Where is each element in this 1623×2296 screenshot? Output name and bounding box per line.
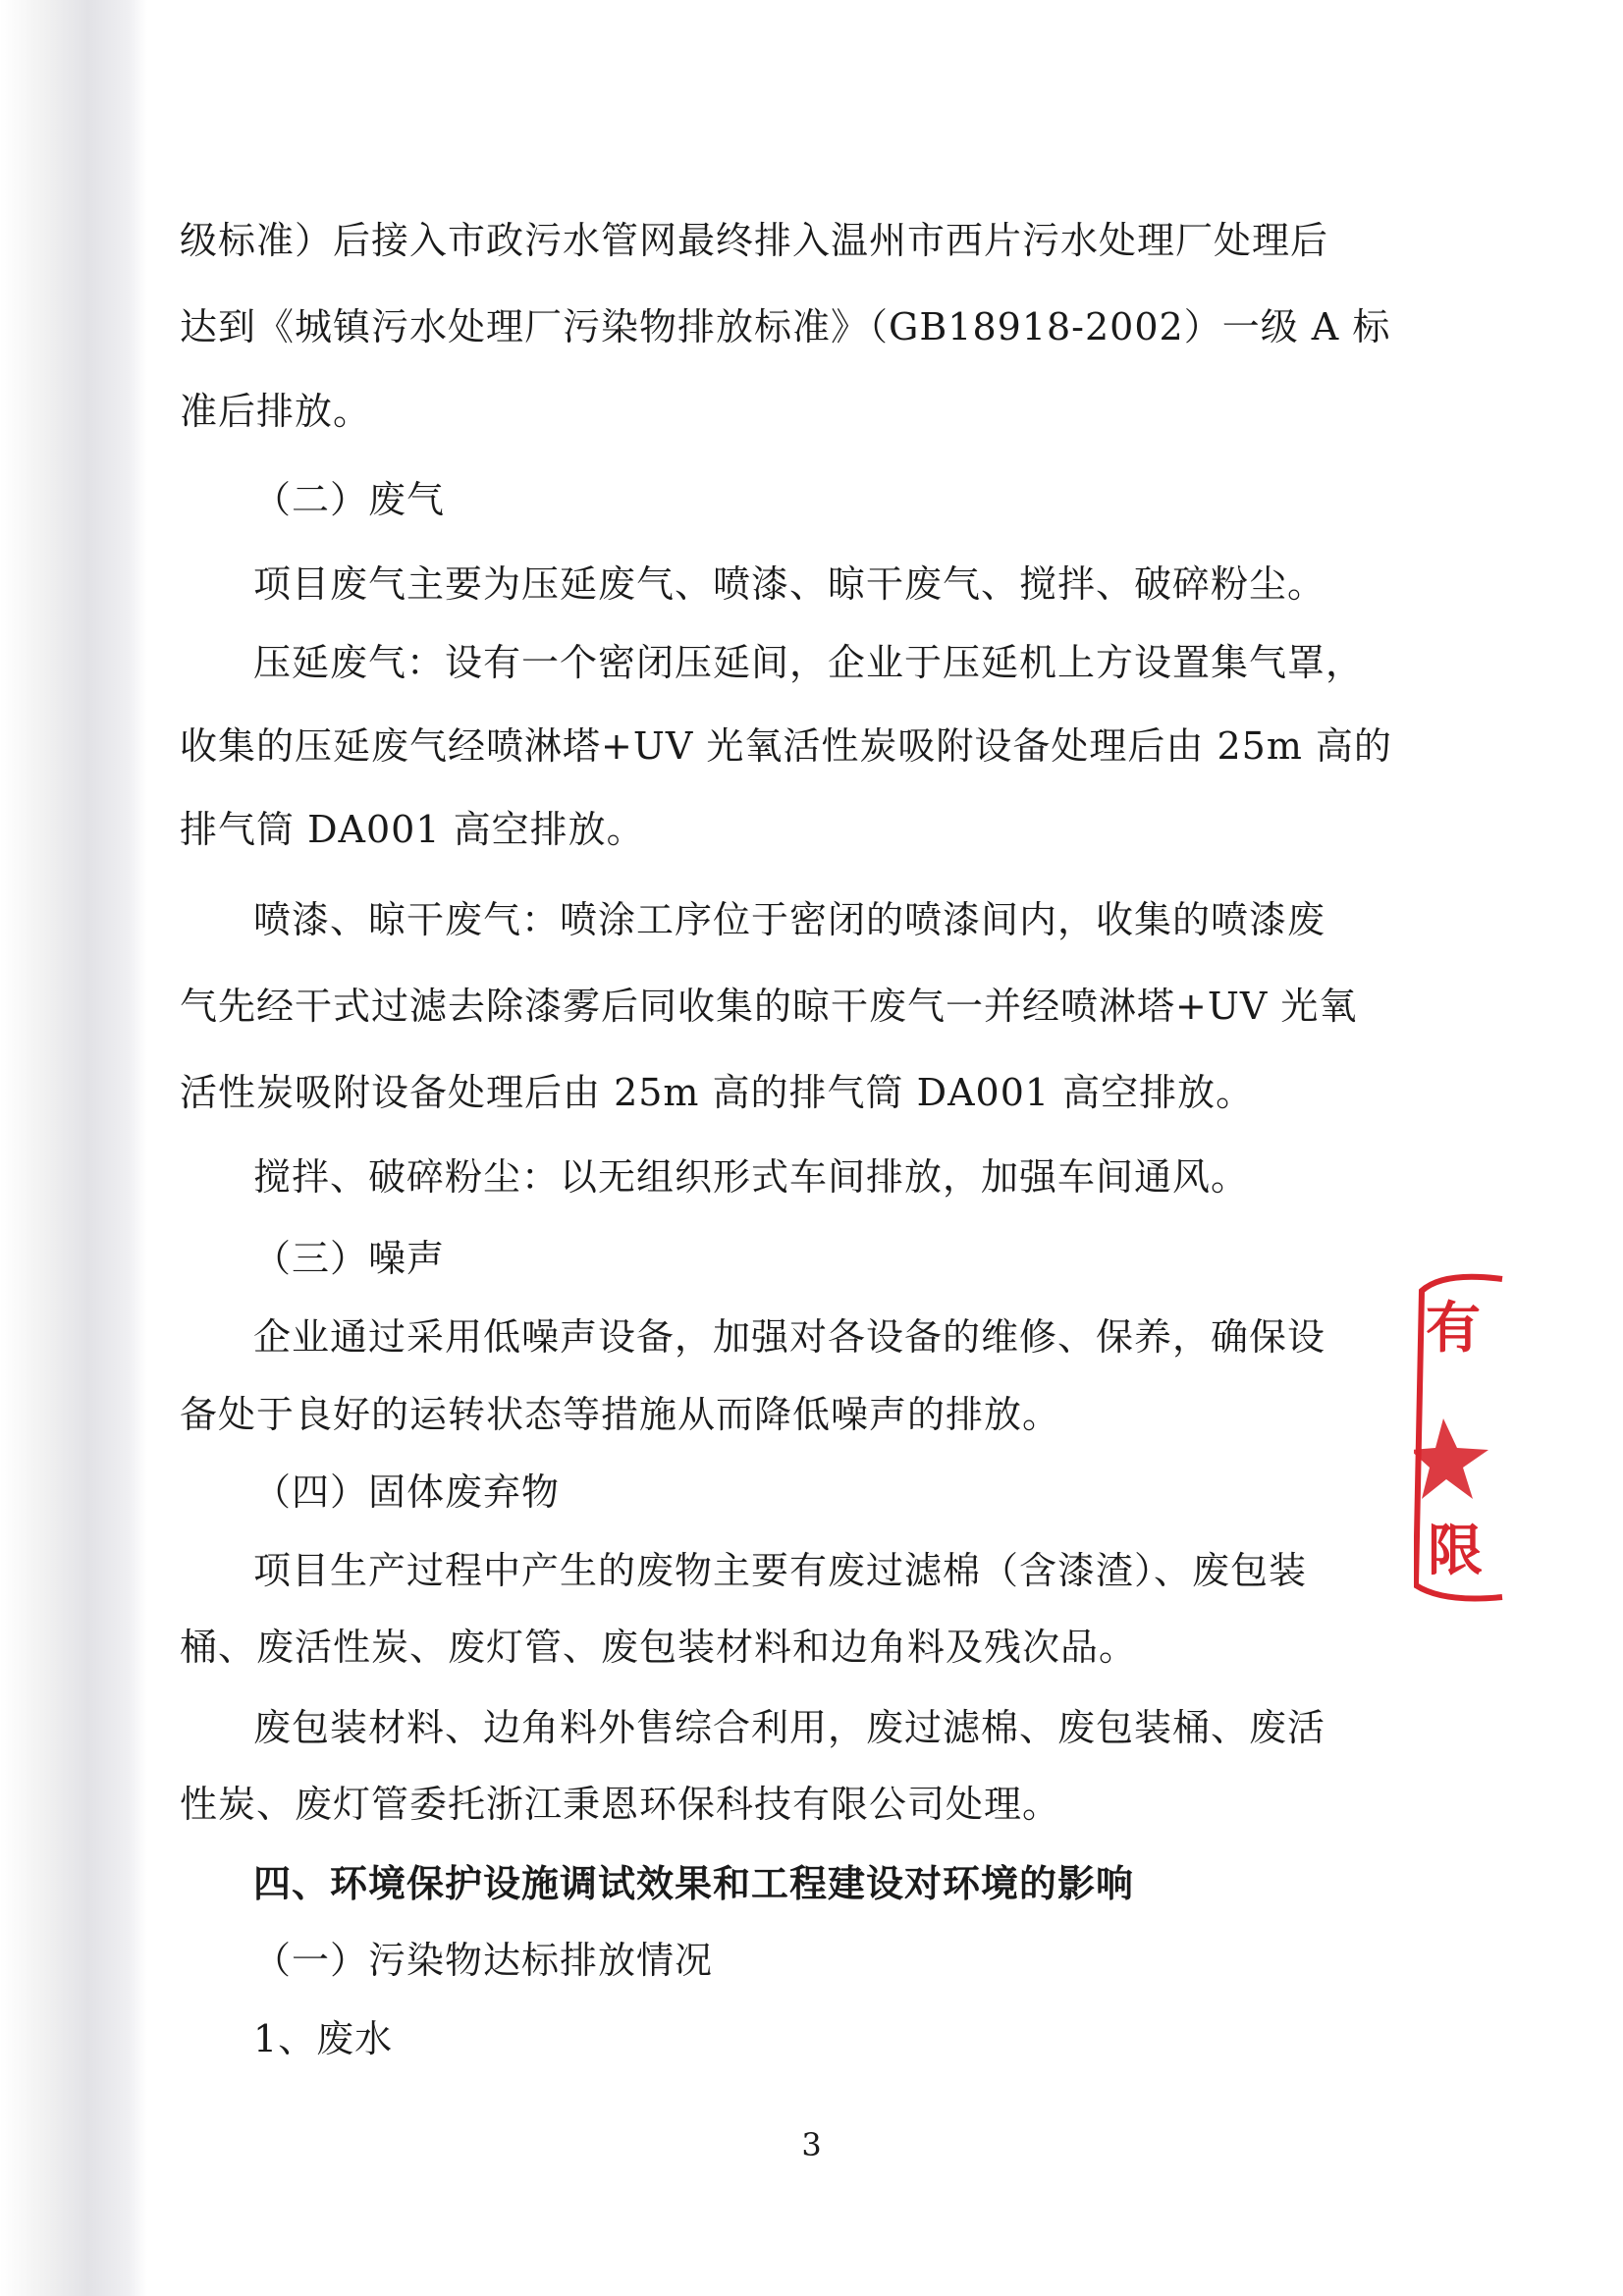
section-heading: （四）固体废弃物 bbox=[253, 1470, 561, 1514]
paragraph-line: 活性炭吸附设备处理后由 25m 高的排气筒 DA001 高空排放。 bbox=[180, 1071, 1255, 1114]
red-seal-stamp bbox=[1414, 1271, 1507, 1605]
section-heading: （二）废气 bbox=[253, 478, 446, 521]
paragraph-line: 达到《城镇污水处理厂污染物排放标准》（GB18918-2002）一级 A 标 bbox=[180, 305, 1391, 348]
paragraph-line: 企业通过采用低噪声设备，加强对各设备的维修、保养，确保设 bbox=[253, 1315, 1326, 1359]
paragraph-line: 桶、废活性炭、废灯管、废包装材料和边角料及残次品。 bbox=[180, 1626, 1138, 1669]
subsection-heading: 1、废水 bbox=[253, 2017, 394, 2060]
seal-character: 有 bbox=[1426, 1296, 1481, 1361]
page-number: 3 bbox=[801, 2126, 822, 2163]
paragraph-line: 喷漆、晾干废气：喷涂工序位于密闭的喷漆间内，收集的喷漆废 bbox=[253, 898, 1326, 941]
paragraph-line: 性炭、废灯管委托浙江秉恩环保科技有限公司处理。 bbox=[180, 1783, 1061, 1826]
paragraph-line: 项目废气主要为压延废气、喷漆、晾干废气、搅拌、破碎粉尘。 bbox=[253, 562, 1326, 606]
section-heading: （一）污染物达标排放情况 bbox=[253, 1939, 714, 1982]
paragraph-line: 项目生产过程中产生的废物主要有废过滤棉（含漆渣）、废包装 bbox=[253, 1549, 1308, 1592]
paragraph-line: 准后排放。 bbox=[180, 390, 372, 433]
paragraph-line: 搅拌、破碎粉尘：以无组织形式车间排放，加强车间通风。 bbox=[253, 1155, 1250, 1199]
paragraph-line: 废包装材料、边角料外售综合利用，废过滤棉、废包装桶、废活 bbox=[253, 1706, 1326, 1749]
seal-character: 限 bbox=[1428, 1519, 1483, 1583]
paragraph-line: 气先经干式过滤去除漆雾后同收集的晾干废气一并经喷淋塔+UV 光氧 bbox=[180, 985, 1358, 1028]
paragraph-line: 收集的压延废气经喷淋塔+UV 光氧活性炭吸附设备处理后由 25m 高的 bbox=[180, 724, 1392, 768]
section-heading: （三）噪声 bbox=[253, 1237, 446, 1280]
paragraph-line: 备处于良好的运转状态等措施从而降低噪声的排放。 bbox=[180, 1393, 1061, 1436]
paragraph-line: 压延废气：设有一个密闭压延间，企业于压延机上方设置集气罩， bbox=[253, 641, 1365, 684]
chapter-heading: 四、环境保护设施调试效果和工程建设对环境的影响 bbox=[253, 1861, 1135, 1905]
paragraph-line: 级标准）后接入市政污水管网最终排入温州市西片污水处理厂处理后 bbox=[180, 219, 1329, 262]
paragraph-line: 排气筒 DA001 高空排放。 bbox=[180, 808, 645, 851]
